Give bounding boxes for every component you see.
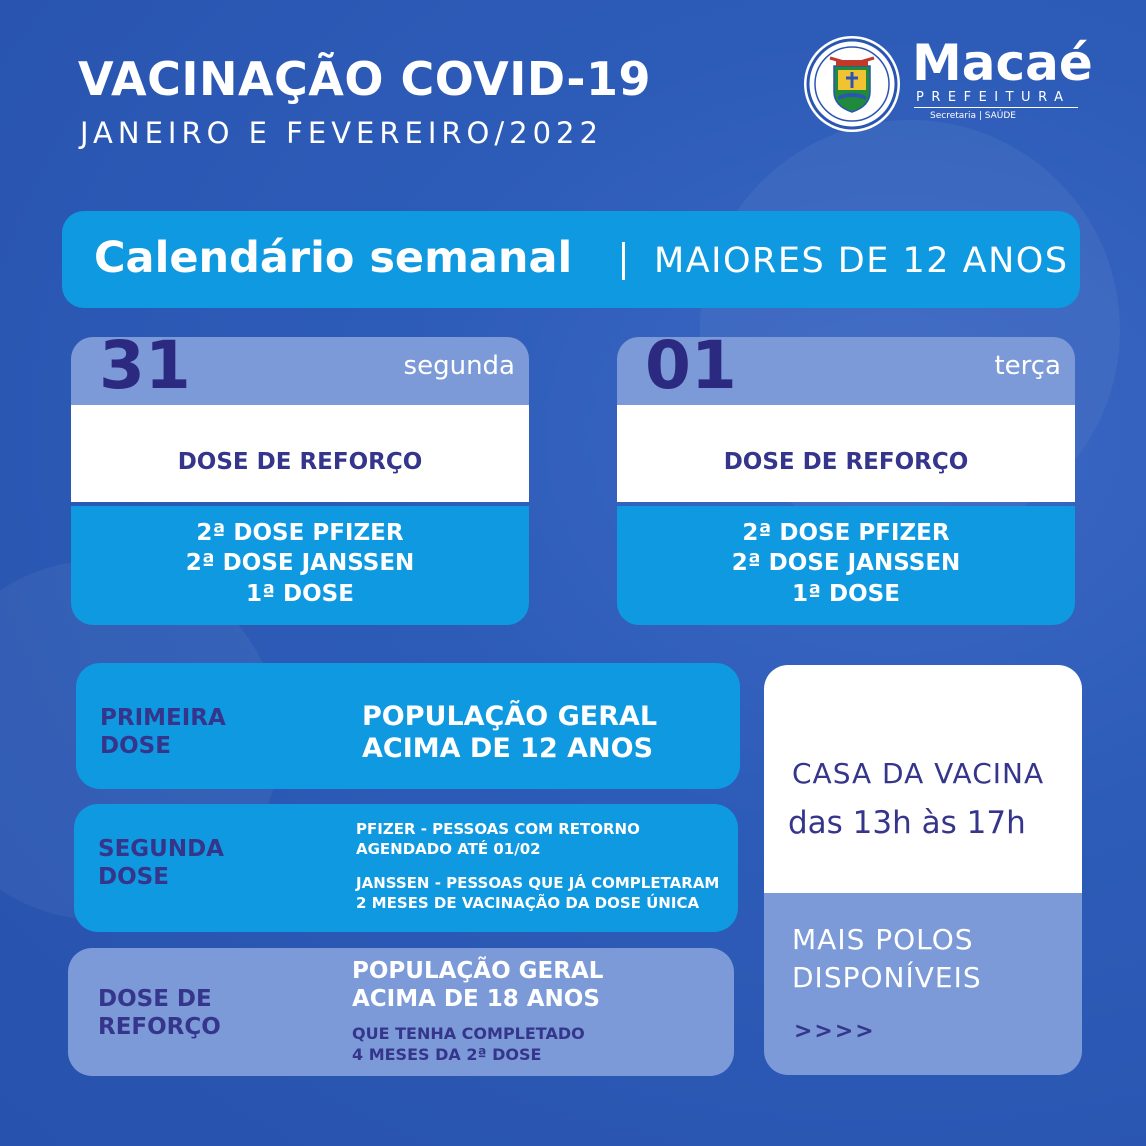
row-label-line: PRIMEIRA bbox=[100, 705, 226, 731]
row-label bbox=[98, 986, 221, 1041]
row-text-line: ACIMA DE 12 ANOS bbox=[362, 733, 654, 765]
day-item: 2ª DOSE PFIZER bbox=[196, 520, 404, 546]
row-label-line: DOSE bbox=[100, 732, 171, 759]
page-title: VACINAÇÃO COVID-19 bbox=[78, 52, 652, 106]
row-note bbox=[352, 1024, 585, 1066]
day-header bbox=[71, 337, 529, 405]
logo-prefeitura: PREFEITURA bbox=[916, 90, 1071, 105]
segunda-dose-row bbox=[74, 804, 738, 932]
row-note-line: QUE TENHA COMPLETADO bbox=[352, 1024, 585, 1043]
day-item: 2ª DOSE JANSSEN bbox=[731, 550, 961, 576]
row-text-line: POPULAÇÃO GERAL bbox=[352, 958, 604, 984]
row-janssen-text bbox=[356, 874, 719, 913]
banner-separator bbox=[622, 242, 625, 280]
day-weekday: terça bbox=[994, 351, 1061, 381]
row-text-line: PFIZER - PESSOAS COM RETORNO bbox=[356, 820, 640, 838]
day-highlight-band bbox=[71, 405, 529, 502]
row-text bbox=[352, 958, 603, 1013]
city-seal-icon bbox=[804, 36, 900, 132]
logo-secretaria: Secretaria | SAÚDE bbox=[930, 111, 1016, 121]
page-subtitle: JANEIRO E FEVEREIRO/2022 bbox=[80, 116, 603, 150]
row-text-line: JANSSEN - PESSOAS QUE JÁ COMPLETARAM bbox=[356, 874, 720, 892]
row-text-line: ACIMA DE 18 ANOS bbox=[352, 985, 600, 1012]
day-number: 01 bbox=[645, 337, 737, 404]
site-name: CASA DA VACINA bbox=[792, 757, 1045, 790]
day-item: 1ª DOSE bbox=[792, 581, 900, 607]
banner-title: Calendário semanal bbox=[94, 233, 573, 283]
more-sites-line: MAIS POLOS bbox=[792, 923, 974, 956]
row-pfizer-text bbox=[356, 820, 640, 859]
row-text-line: AGENDADO ATÉ 01/02 bbox=[356, 839, 541, 858]
logo-divider bbox=[914, 107, 1078, 108]
more-sites-link[interactable] bbox=[764, 893, 1082, 1075]
day-highlight-band bbox=[617, 405, 1075, 502]
site-hours: das 13h às 17h bbox=[788, 805, 1026, 841]
day-header bbox=[617, 337, 1075, 405]
arrows-icon: >>>> bbox=[794, 1019, 876, 1044]
row-label-line: REFORÇO bbox=[98, 1013, 221, 1040]
row-label bbox=[98, 836, 224, 891]
logo-name: Macaé bbox=[912, 34, 1093, 92]
row-text-line: 2 MESES DE VACINAÇÃO DA DOSE ÚNICA bbox=[356, 893, 700, 912]
row-label-line: SEGUNDA bbox=[98, 836, 224, 862]
row-text-line: POPULAÇÃO GERAL bbox=[362, 701, 658, 732]
banner-subtitle: MAIORES DE 12 ANOS bbox=[654, 241, 1069, 281]
day-weekday: segunda bbox=[403, 351, 515, 381]
more-sites-line: DISPONÍVEIS bbox=[792, 960, 982, 994]
row-text bbox=[362, 701, 657, 766]
row-note-line: 4 MESES DA 2ª DOSE bbox=[352, 1044, 542, 1064]
vaccination-site-card bbox=[764, 665, 1082, 1075]
row-label bbox=[100, 705, 226, 760]
more-sites-text bbox=[792, 921, 982, 997]
day-number: 31 bbox=[99, 337, 191, 404]
day-highlight: DOSE DE REFORÇO bbox=[177, 449, 423, 475]
day-items bbox=[71, 506, 529, 625]
row-label-line: DOSE DE bbox=[98, 986, 212, 1012]
primeira-dose-row bbox=[76, 663, 740, 789]
row-label-line: DOSE bbox=[98, 863, 169, 890]
day-card-tuesday bbox=[617, 337, 1075, 625]
day-highlight: DOSE DE REFORÇO bbox=[723, 449, 969, 475]
day-item: 2ª DOSE PFIZER bbox=[742, 520, 950, 546]
day-card-monday bbox=[71, 337, 529, 625]
day-items bbox=[617, 506, 1075, 625]
reforco-row bbox=[68, 948, 734, 1076]
day-item: 1ª DOSE bbox=[246, 581, 354, 607]
day-item: 2ª DOSE JANSSEN bbox=[185, 550, 415, 576]
calendar-banner bbox=[62, 211, 1080, 308]
site-info bbox=[764, 665, 1082, 893]
